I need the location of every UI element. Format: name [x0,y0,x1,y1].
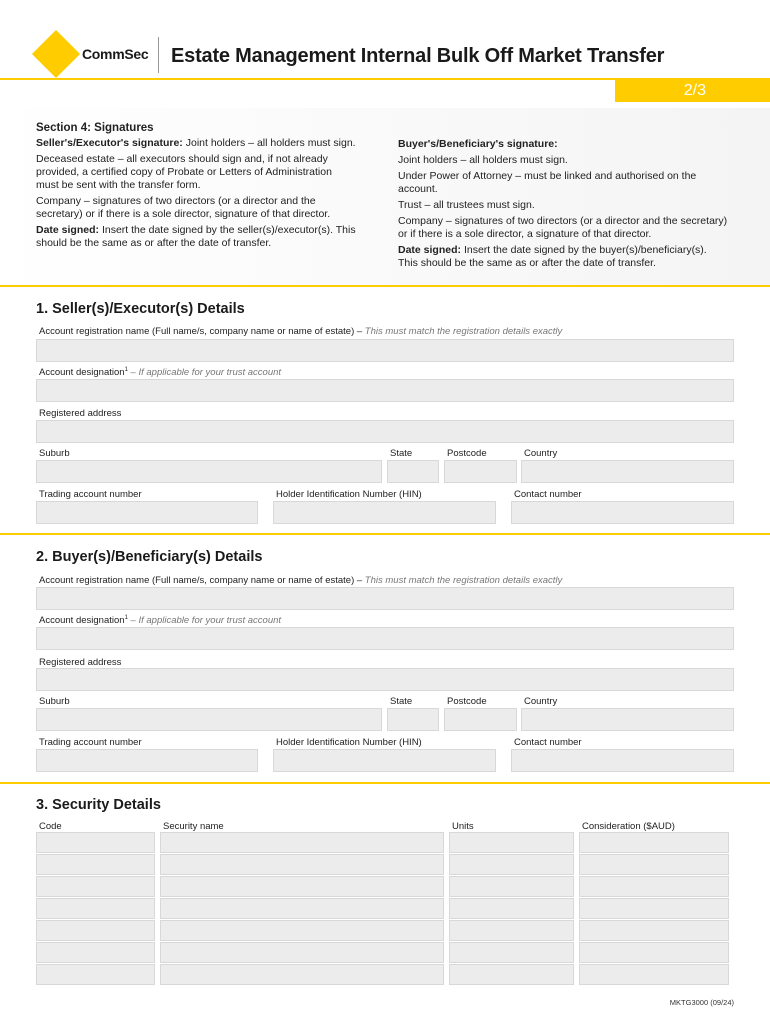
buyer-country-field[interactable] [521,708,734,731]
seller-contact-label: Contact number [514,489,582,500]
page-indicator: 2/3 [615,80,770,102]
page-title: Estate Management Internal Bulk Off Market Transfer [171,45,665,67]
table-row [36,964,734,985]
security-name-field[interactable] [160,832,444,853]
security-name-field[interactable] [160,942,444,963]
seller-suburb-label: Suburb [39,448,70,459]
brand-name: CommSec [82,46,149,62]
buyer-acct-name-field[interactable] [36,587,734,610]
header-divider [158,37,159,73]
col-code-label: Code [39,821,62,832]
buyer-state-label: State [390,696,413,707]
buyer-designation-field[interactable] [36,627,734,650]
code-field[interactable] [36,898,155,919]
code-field[interactable] [36,854,155,875]
buyer-designation-label: Account designation$^1$ – If applicable for your trust account [39,615,282,627]
seller-address-label: Registered address [39,408,122,419]
seller-country-label: Country [524,448,558,459]
buyer-address-label: Registered address [39,657,122,668]
security-name-field[interactable] [160,920,444,941]
consideration-field[interactable] [579,920,729,941]
buyer-trading-label: Trading account number [39,737,142,748]
buyer-section-title: 2. Buyer(s)/Beneficiary(s) Details [36,549,263,565]
buyer-signature-heading: Buyer's/Beneficiary's signature: [398,138,558,150]
buyer-state-field[interactable] [387,708,439,731]
buyer-suburb-label: Suburb [39,696,70,707]
security-name-field[interactable] [160,964,444,985]
seller-signature-heading: Seller's/Executor's signature: [36,137,183,149]
code-field[interactable] [36,832,155,853]
seller-postcode-label: Postcode [447,448,487,459]
security-name-field[interactable] [160,876,444,897]
seller-suburb-field[interactable] [36,460,382,483]
consideration-field[interactable] [579,964,729,985]
consideration-field[interactable] [579,854,729,875]
units-field[interactable] [449,920,574,941]
security-name-field[interactable] [160,854,444,875]
seller-address-field[interactable] [36,420,734,443]
seller-designation-field[interactable] [36,379,734,402]
seller-hin-field[interactable] [273,501,496,524]
seller-designation-label: Account designation$^1$ – If applicable for your trust account [39,367,282,379]
seller-state-field[interactable] [387,460,439,483]
buyer-suburb-field[interactable] [36,708,382,731]
seller-trading-field[interactable] [36,501,258,524]
code-field[interactable] [36,920,155,941]
buyer-hin-field[interactable] [273,749,496,772]
seller-acct-name-label: Account registration name (Full name/s, company name or name of estate) – This must match the registration details exactly [39,326,563,337]
consideration-field[interactable] [579,898,729,919]
buyer-address-field[interactable] [36,668,734,691]
security-table [36,832,734,986]
col-security-name-label: Security name [163,821,224,832]
consideration-field[interactable] [579,832,729,853]
table-row [36,854,734,875]
units-field[interactable] [449,964,574,985]
section-rule [0,782,770,784]
table-row [36,898,734,919]
units-field[interactable] [449,942,574,963]
consideration-field[interactable] [579,942,729,963]
buyer-contact-label: Contact number [514,737,582,748]
units-field[interactable] [449,898,574,919]
buyer-postcode-field[interactable] [444,708,517,731]
col-units-label: Units [452,821,474,832]
col-consideration-label: Consideration ($AUD) [582,821,675,832]
form-code: MKTG3000 (09/24) [669,998,734,1007]
table-row [36,876,734,897]
seller-postcode-field[interactable] [444,460,517,483]
signatures-section-title: Section 4: Signatures [36,122,154,134]
table-row [36,832,734,853]
seller-section-title: 1. Seller(s)/Executor(s) Details [36,301,245,317]
section-rule [0,533,770,535]
buyer-signature-notes: Buyer's/Beneficiary's signature: Joint holders – all holders must sign. Under Power of Attorney – must be linked and authorised on the account. Trust – all trustees must sign. Company – signatures of two directors (or a director and the secretary) or if there is a sole director, a signature of that director. Date signed: Insert the date signed by the buyer(s)/beneficiary(s). This should be the same as or after the date of transfer. [398,138,728,269]
seller-contact-field[interactable] [511,501,734,524]
commsec-logo-icon [32,30,80,78]
security-name-field[interactable] [160,898,444,919]
buyer-country-label: Country [524,696,558,707]
buyer-hin-label: Holder Identification Number (HIN) [276,737,422,748]
buyer-acct-name-label: Account registration name (Full name/s, company name or name of estate) – This must match the registration details exactly [39,575,563,586]
units-field[interactable] [449,854,574,875]
table-row [36,942,734,963]
table-row [36,920,734,941]
code-field[interactable] [36,942,155,963]
seller-state-label: State [390,448,413,459]
units-field[interactable] [449,876,574,897]
section-rule [0,285,770,287]
code-field[interactable] [36,964,155,985]
buyer-postcode-label: Postcode [447,696,487,707]
buyer-contact-field[interactable] [511,749,734,772]
seller-hin-label: Holder Identification Number (HIN) [276,489,422,500]
security-section-title: 3. Security Details [36,797,161,813]
buyer-trading-field[interactable] [36,749,258,772]
seller-trading-label: Trading account number [39,489,142,500]
seller-country-field[interactable] [521,460,734,483]
units-field[interactable] [449,832,574,853]
seller-acct-name-field[interactable] [36,339,734,362]
consideration-field[interactable] [579,876,729,897]
seller-signature-notes: Section 4: Signatures Seller's/Executor's signature: Joint holders – all holders must sign. Deceased estate – all executors should sign and, if not already provided, a certified copy of Probate or Letters of Administration must be sent with the transfer form. Company – signatures of two directors (or a director and the secretary) or if there is a sole director, signature of that director. Date signed: Insert the date signed by the seller(s)/executor(s). This should be the same as or after the date of transfer. [36,122,356,249]
code-field[interactable] [36,876,155,897]
